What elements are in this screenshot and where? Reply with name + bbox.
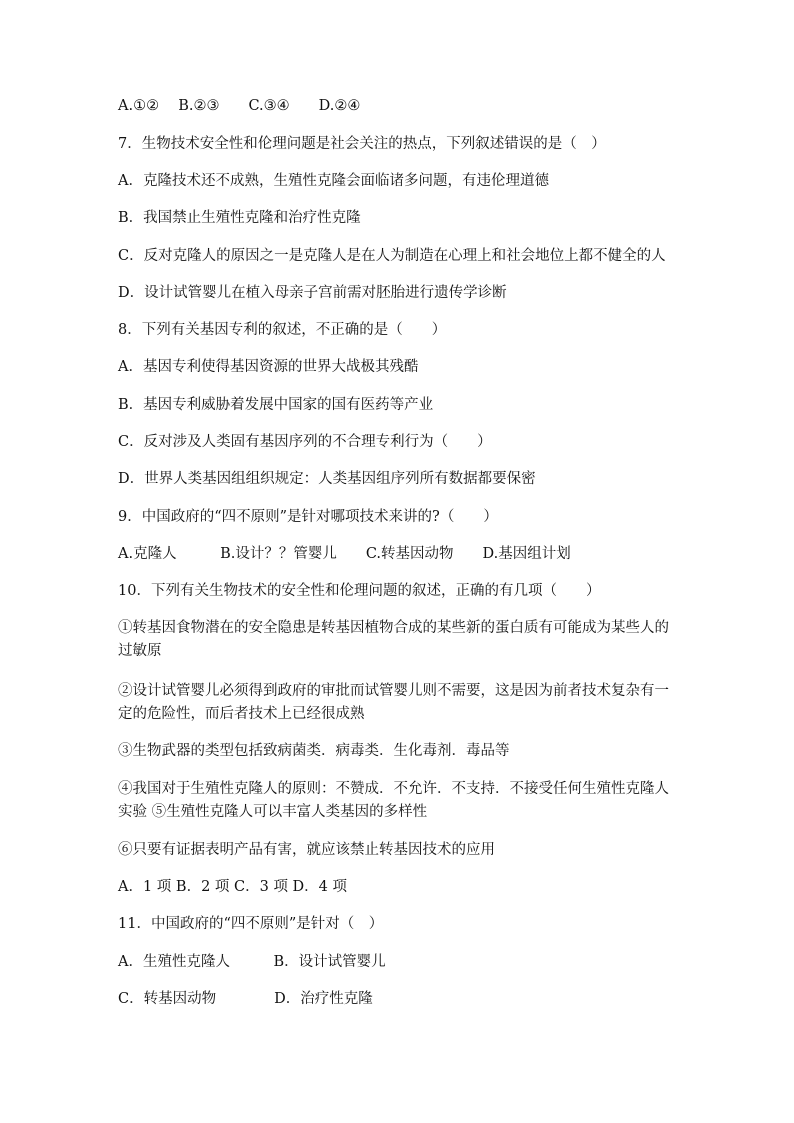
q10-statement-2: ②设计试管婴儿必须得到政府的审批而试管婴儿则不需要，这是因为前者技术复杂有一定的危险性，而后者技术上已经很成熟: [118, 683, 669, 722]
q8-option-c: C．反对涉及人类固有基因序列的不合理专利行为（ ）: [118, 434, 492, 450]
q7-option-d: D．设计试管婴儿在植入母亲子宫前需对胚胎进行遗传学诊断: [118, 285, 507, 301]
q6-options: A.①② B.②③ C.③④ D.②④: [118, 98, 361, 114]
q9-stem: 9．中国政府的“四不原则”是针对哪项技术来讲的?（ ）: [118, 509, 498, 525]
q7-option-b: B．我国禁止生殖性克隆和治疗性克隆: [118, 210, 361, 226]
q8-option-a: A．基因专利使得基因资源的世界大战极其残酷: [118, 359, 419, 375]
q7-option-a: A．克隆技术还不成熟，生殖性克隆会面临诸多问题，有违伦理道德: [118, 173, 549, 189]
q11-options-cd: C．转基因动物 D．治疗性克隆: [118, 991, 373, 1007]
q10-statement-1: ①转基因食物潜在的安全隐患是转基因植物合成的某些新的蛋白质有可能成为某些人的过敏原: [118, 620, 669, 659]
q10-stem: 10．下列有关生物技术的安全性和伦理问题的叙述，正确的有几项（ ）: [118, 583, 601, 599]
q10-options: A．1 项 B．2 项 C．3 项 D．4 项: [118, 879, 348, 895]
q7-option-c: C．反对克隆人的原因之一是克隆人是在人为制造在心理上和社会地位上都不健全的人: [118, 248, 666, 264]
q8-stem: 8．下列有关基因专利的叙述，不正确的是（ ）: [118, 322, 447, 338]
q11-stem: 11．中国政府的“四不原则”是针对（ ）: [118, 916, 384, 932]
q7-stem: 7．生物技术安全性和伦理问题是社会关注的热点，下列叙述错误的是（ ）: [118, 136, 606, 152]
q11-options-ab: A．生殖性克隆人 B．设计试管婴儿: [118, 954, 386, 970]
q10-statement-4-5: ④我国对于生殖性克隆人的原则：不赞成．不允许．不支持．不接受任何生殖性克隆人实验 ⑤生殖性克隆人可以丰富人类基因的多样性: [118, 781, 669, 820]
q10-statement-6: ⑥只要有证据表明产品有害，就应该禁止转基因技术的应用: [118, 842, 495, 858]
q9-options: A.克隆人 B.设计？？管婴儿 C.转基因动物 D.基因组计划: [118, 546, 571, 562]
q10-statement-3: ③生物武器的类型包括致病菌类．病毒类．生化毒剂．毒品等: [118, 743, 510, 759]
q8-option-b: B．基因专利威胁着发展中国家的国有医药等产业: [118, 397, 434, 413]
q8-option-d: D．世界人类基因组组织规定：人类基因组序列所有数据都要保密: [118, 471, 536, 487]
